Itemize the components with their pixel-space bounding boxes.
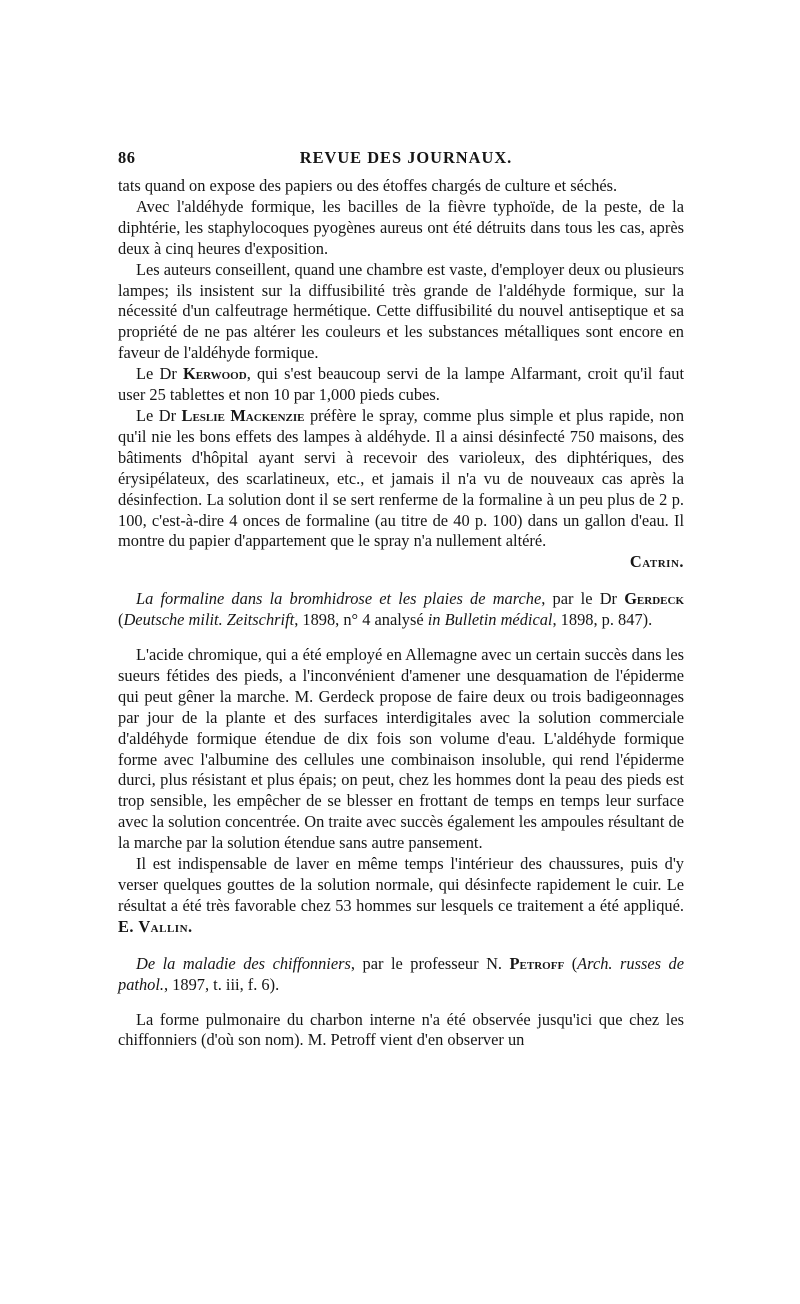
paragraph-aldehyde-bacilli: Avec l'aldéhyde formique, les bacilles de la fièvre typhoïde, de la peste, de la diphtérie, les staphylocoques pyogènes aureus ont été détruits dans tous les cas, après deux à cinq heures d'exposition. <box>118 196 684 258</box>
source-end: , 1898, p. 847). <box>552 610 653 630</box>
article-title-chiffonniers: De la maladie des chiffonniers <box>136 953 351 973</box>
article-title-formaline: La formaline dans la bromhidrose et les plaies de marche <box>136 589 542 609</box>
paragraph-charbon: La forme pulmonaire du charbon interne n'a été observée jusqu'ici que chez les chiffonniers (d'où son nom). M. Petroff vient d'en observer un <box>118 1009 684 1050</box>
signature-catrin: Catrin. <box>629 552 684 572</box>
author-kerwood: Kerwood <box>182 364 247 384</box>
paragraph-shoes-text: Il est indispensable de laver en même temps l'intérieur des chaussures, puis d'y verser quelques gouttes de la solution normale, qui désinfecte rapidement le cuir. Le résultat a été très favorable chez 53 hommes sur lesquels ce traitement a été appliqué. <box>118 854 684 915</box>
author-gerdeck: Gerdeck <box>624 589 684 609</box>
running-title: REVUE DES JOURNAUX. <box>299 148 513 167</box>
paragraph-continuation: tats quand on expose des papiers ou des étoffes chargés de culture et séchés. <box>118 176 618 195</box>
paragraph-authors-advice: Les auteurs conseillent, quand une chambre est vaste, d'employer deux ou plusieurs lampes; ils insistent sur la diffusibilité très grande de l'aldéhyde formique, sur la nécessité d'un calfeutrage hermétique. Cette diffusibilité du nouvel antiseptique et sa propriété de ne pas altérer les couleurs et les substances métalliques sont encore en faveur de l'aldéhyde formique. <box>118 259 684 363</box>
heading-paren: ( <box>118 610 124 630</box>
source-journal: Deutsche milit. Zeitschrift <box>123 610 295 630</box>
source-journal-2: Arch. russes de pathol. <box>118 953 684 994</box>
document-page <box>118 148 684 1051</box>
page-header <box>118 148 684 170</box>
page-number: 86 <box>118 148 136 167</box>
author-petroff: Petroff <box>509 953 565 973</box>
source-end-2: , 1897, t. iii, f. 6). <box>164 974 280 994</box>
article-heading-chiffonniers <box>118 954 684 996</box>
author-mackenzie: Leslie Mackenzie <box>181 405 305 425</box>
kerwood-text: , qui s'est beaucoup servi de la lampe Alfarmant, croit qu'il faut user 25 tablettes et non 10 par 1,000 pieds cubes. <box>118 364 684 405</box>
heading-connector: , par le Dr <box>541 589 625 609</box>
source-details: , 1898, n° 4 analysé <box>294 610 428 630</box>
mackenzie-text: préfère le spray, comme plus simple et plus rapide, non qu'il nie les bons effets des lampes à aldéhyde. Il a ainsi désinfecté 750 maisons, des bâtiments d'hôpital ayant servi à recevoir des varioleux, des diphtériques, des érysipélateux, des scarlatineux, etc., et jamais il n'a vu de nouveaux cas après la désinfection. La solution dont il se sert renferme de la formaline à un peu plus de 2 p. 100, c'est-à-dire 4 onces de formaline (au titre de 40 p. 100) dans un gallon d'eau. Il montre du papier d'appartement que le spray n'a nullement altéré. <box>118 405 685 551</box>
signature-vallin: E. Vallin. <box>118 916 193 936</box>
paragraph-chromic-acid: L'acide chromique, qui a été employé en Allemagne avec un certain succès dans les sueurs fétides des pieds, a l'inconvénient d'amener une desquamation de l'épiderme qui peut gêner la marche. M. Gerdeck propose de faire deux ou trois badigeonnages par jour de la plante et des surfaces interdigitales avec la solution commerciale d'aldéhyde formique étendue de dix fois son volume d'eau. L'aldéhyde formique forme avec l'albumine des cellules une combinaison insoluble, qui rend l'épiderme durci, plus résistant et plus épais; on peut, chez les hommes dont la peau des pieds est trop sensible, les empêcher de se blesser en frottant de temps en temps leur surface avec la solution concentrée. On traite avec succès également les ampoules résultant de la marche par la solution étendue sans autre pansement. <box>118 645 684 853</box>
paragraph-kerwood <box>118 364 684 406</box>
paragraph-shoes-row <box>118 854 684 938</box>
mackenzie-prefix: Le Dr <box>136 405 182 425</box>
heading-connector-2: , par le professeur N. <box>350 953 510 973</box>
article-heading-formaline <box>118 589 684 631</box>
kerwood-prefix: Le Dr <box>136 364 183 384</box>
heading-paren-2: ( <box>564 953 578 973</box>
source-bulletin: in Bulletin médical <box>427 610 553 630</box>
paragraph-shoes <box>118 854 684 938</box>
paragraph-mackenzie <box>118 406 684 552</box>
